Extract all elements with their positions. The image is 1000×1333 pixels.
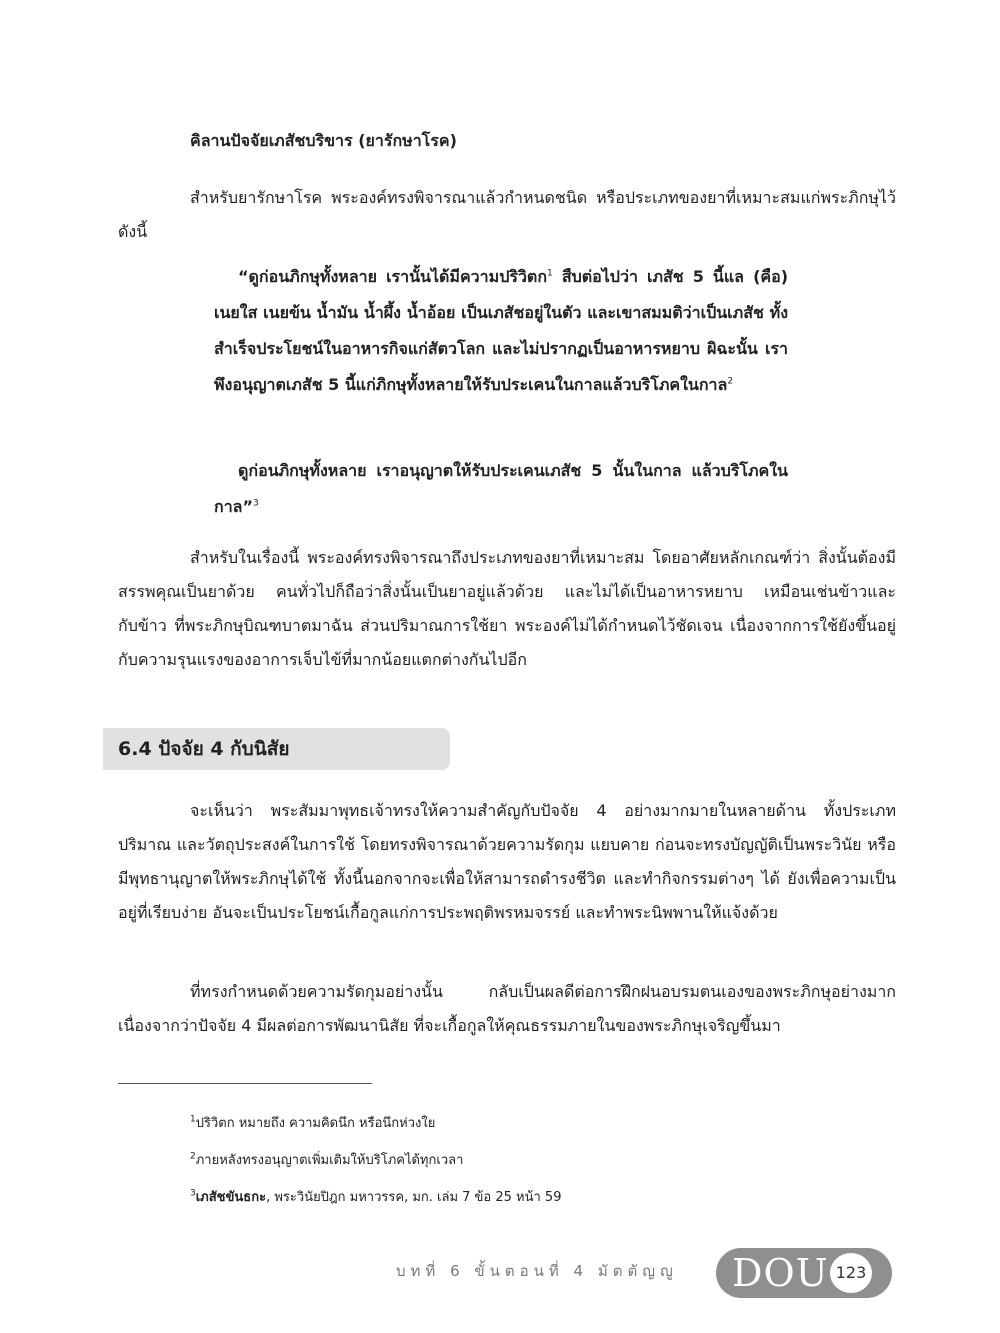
paragraph-3: จะเห็นว่า พระสัมมาพุทธเจ้าทรงให้ความสำคัญกับปัจจัย 4 อย่างมากมายในหลายด้าน ทั้งประเภท ปริมาณ และวัตถุประสงค์ในการใช้ โดยทรงพิจารณาด้วยความรัดกุม แยบคาย ก่อนจะทรงบัญญัติเป็นพระวินัย หรือมีพุทธานุญาตให้พระภิกษุได้ใช้ ทั้งนี้นอกจากจะเพื่อให้สามารถดำรงชีวิต และทำกิจกรรมต่างๆ ได้ ยังเพื่อความเป็นอยู่ที่เรียบง่าย อันจะเป็นประโยชน์เกื้อกูลแก่การประพฤติพรหมจรรย์ และทำพระนิพพานให้แจ้งด้วย bbox=[118, 801, 896, 922]
quote1-text-b: สืบต่อไปว่า เภสัช 5 นี้แล (คือ) เนยใส เนยข้น น้ำมัน น้ำผึ้ง น้ำอ้อย เป็นเภสัชอยู่ในตัว และเขาสมมติว่าเป็นเภสัช ทั้งสำเร็จประโยชน์ในอาหารกิจแก่สัตวโลก และไม่ปรากฏเป็นอาหารหยาบ ผิฉะนั้น เราพึงอนุญาตเภสัช 5 นี้แก่ภิกษุทั้งหลายให้รับประเคนในกาลแล้วบริโภคในกาล bbox=[214, 267, 788, 394]
footnote-ref-1: 1 bbox=[547, 268, 553, 279]
footnote-ref-3: 3 bbox=[253, 498, 259, 509]
intro-paragraph: สำหรับยารักษาโรค พระองค์ทรงพิจารณาแล้วกำหนดชนิด หรือประเภทของยาที่เหมาะสมแก่พระภิกษุไว้ดังนี้ bbox=[118, 188, 896, 241]
footnote-3-text: , พระวินัยปิฎก มหาวรรค, มก. เล่ม 7 ข้อ 25 หน้า 59 bbox=[266, 1190, 562, 1205]
section-heading: 6.4 ปัจจัย 4 กับนิสัย bbox=[118, 738, 290, 760]
footnote-1-text: ปริวิตก หมายถึง ความคิดนึก หรือนึกห่วงใย bbox=[195, 1116, 436, 1131]
section-title: คิลานปัจจัยเภสัชบริขาร (ยารักษาโรค) bbox=[190, 131, 457, 150]
footnote-1-mark: 1 bbox=[190, 1114, 196, 1125]
dou-logo-text: DOU bbox=[732, 1251, 829, 1295]
quote-block-1 bbox=[214, 259, 788, 403]
quote-block-2 bbox=[214, 453, 788, 525]
footnote-3-bold: เภสัชขันธกะ bbox=[195, 1190, 267, 1205]
footnote-3 bbox=[190, 1188, 561, 1208]
quote2-text: ดูก่อนภิกษุทั้งหลาย เราอนุญาตให้รับประเคนเภสัช 5 นั้นในกาล แล้วบริโภคในกาล” bbox=[214, 461, 788, 516]
footnote-2 bbox=[190, 1151, 463, 1171]
footer-chapter-text: บทที่ 6 ขั้นตอนที่ 4 มัตตัญญู bbox=[396, 1262, 678, 1280]
quote1-text-a: “ดูก่อนภิกษุทั้งหลาย เรานั้นได้มีความปริวิตก bbox=[238, 267, 548, 286]
footnote-2-mark: 2 bbox=[190, 1151, 196, 1162]
page-number: 123 bbox=[830, 1253, 872, 1293]
footnote-2-text: ภายหลังทรงอนุญาตเพิ่มเติมให้บริโภคได้ทุกเวลา bbox=[195, 1153, 464, 1168]
paragraph-2: สำหรับในเรื่องนี้ พระองค์ทรงพิจารณาถึงประเภทของยาที่เหมาะสม โดยอาศัยหลักเกณฑ์ว่า สิ่งนั้นต้องมีสรรพคุณเป็นยาด้วย คนทั่วไปก็ถือว่าสิ่งนั้นเป็นยาอยู่แล้วด้วย และไม่ได้เป็นอาหารหยาบ เหมือนเช่นข้าวและกับข้าว ที่พระภิกษุบิณฑบาตมาฉัน ส่วนปริมาณการใช้ยา พระองค์ไม่ได้กำหนดไว้ชัดเจน เนื่องจากการใช้ยังขึ้นอยู่กับความรุนแรงของอาการเจ็บไข้ที่มากน้อยแตกต่างกันไปอีก bbox=[118, 548, 896, 669]
paragraph-4: ที่ทรงกำหนดด้วยความรัดกุมอย่างนั้น กลับเป็นผลดีต่อการฝึกฝนอบรมตนเองของพระภิกษุอย่างมาก เนื่องจากว่าปัจจัย 4 มีผลต่อการพัฒนานิสัย ที่จะเกื้อกูลให้คุณธรรมภายในของพระภิกษุเจริญขึ้นมา bbox=[118, 982, 896, 1035]
footnote-divider bbox=[118, 1083, 372, 1084]
footnote-3-mark: 3 bbox=[190, 1188, 196, 1199]
footnote-1 bbox=[190, 1114, 435, 1134]
footnote-ref-2: 2 bbox=[727, 376, 734, 387]
